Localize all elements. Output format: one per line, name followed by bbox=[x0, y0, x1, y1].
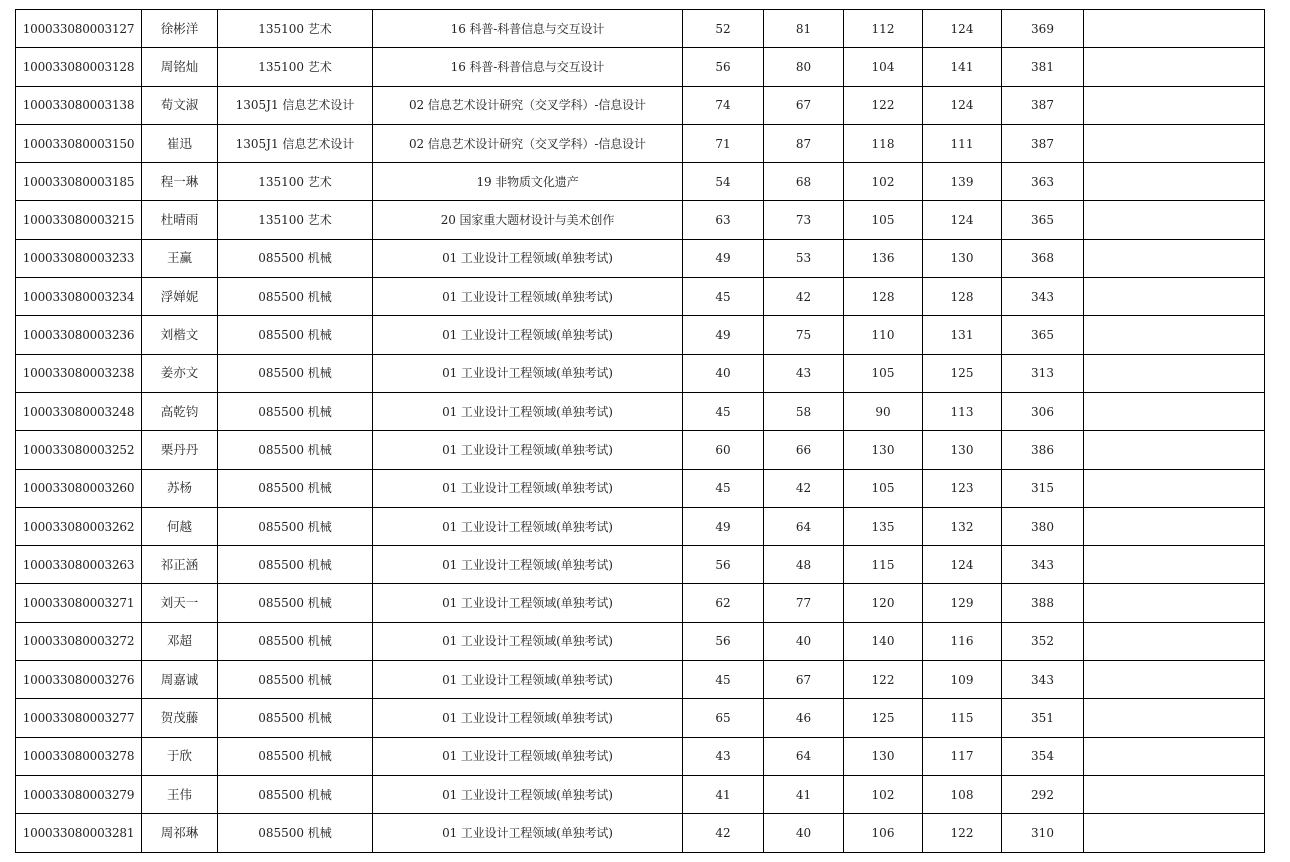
score-4-cell: 113 bbox=[923, 392, 1002, 430]
major-cell: 085500 机械 bbox=[218, 316, 373, 354]
total-score-cell: 369 bbox=[1002, 10, 1084, 48]
candidate-name-cell: 刘楷文 bbox=[142, 316, 218, 354]
score-3-cell: 104 bbox=[844, 48, 923, 86]
table-row bbox=[16, 737, 1265, 775]
research-direction-cell: 01 工业设计工程领域(单独考试) bbox=[373, 814, 683, 852]
table-body bbox=[16, 10, 1265, 853]
major-cell: 085500 机械 bbox=[218, 699, 373, 737]
score-2-cell: 80 bbox=[764, 48, 844, 86]
table-row bbox=[16, 48, 1265, 86]
candidate-id-cell: 100033080003127 bbox=[16, 10, 142, 48]
total-score-cell: 365 bbox=[1002, 201, 1084, 239]
research-direction-cell: 20 国家重大题材设计与美术创作 bbox=[373, 201, 683, 239]
table-row bbox=[16, 814, 1265, 852]
candidate-name-cell: 周祁琳 bbox=[142, 814, 218, 852]
table-row bbox=[16, 10, 1265, 48]
candidate-name-cell: 王赢 bbox=[142, 239, 218, 277]
candidate-id-cell: 100033080003233 bbox=[16, 239, 142, 277]
candidate-name-cell: 栗丹丹 bbox=[142, 431, 218, 469]
major-cell: 085500 机械 bbox=[218, 392, 373, 430]
candidate-name-cell: 何越 bbox=[142, 507, 218, 545]
score-3-cell: 112 bbox=[844, 10, 923, 48]
score-1-cell: 41 bbox=[683, 775, 764, 813]
candidate-id-cell: 100033080003260 bbox=[16, 469, 142, 507]
table-row bbox=[16, 124, 1265, 162]
score-4-cell: 123 bbox=[923, 469, 1002, 507]
remark-cell bbox=[1084, 737, 1265, 775]
total-score-cell: 352 bbox=[1002, 622, 1084, 660]
score-4-cell: 124 bbox=[923, 10, 1002, 48]
remark-cell bbox=[1084, 661, 1265, 699]
score-3-cell: 136 bbox=[844, 239, 923, 277]
candidate-id-cell: 100033080003252 bbox=[16, 431, 142, 469]
remark-cell bbox=[1084, 201, 1265, 239]
score-3-cell: 130 bbox=[844, 431, 923, 469]
research-direction-cell: 01 工业设计工程领域(单独考试) bbox=[373, 737, 683, 775]
candidate-name-cell: 徐彬洋 bbox=[142, 10, 218, 48]
score-3-cell: 128 bbox=[844, 278, 923, 316]
score-4-cell: 132 bbox=[923, 507, 1002, 545]
table-row bbox=[16, 584, 1265, 622]
major-cell: 1305J1 信息艺术设计 bbox=[218, 124, 373, 162]
candidate-name-cell: 崔迅 bbox=[142, 124, 218, 162]
score-2-cell: 66 bbox=[764, 431, 844, 469]
candidate-id-cell: 100033080003272 bbox=[16, 622, 142, 660]
total-score-cell: 313 bbox=[1002, 354, 1084, 392]
major-cell: 085500 机械 bbox=[218, 622, 373, 660]
candidate-id-cell: 100033080003271 bbox=[16, 584, 142, 622]
major-cell: 135100 艺术 bbox=[218, 163, 373, 201]
total-score-cell: 343 bbox=[1002, 661, 1084, 699]
score-2-cell: 53 bbox=[764, 239, 844, 277]
candidate-name-cell: 程一琳 bbox=[142, 163, 218, 201]
remark-cell bbox=[1084, 622, 1265, 660]
major-cell: 085500 机械 bbox=[218, 431, 373, 469]
remark-cell bbox=[1084, 392, 1265, 430]
score-2-cell: 40 bbox=[764, 814, 844, 852]
candidate-id-cell: 100033080003128 bbox=[16, 48, 142, 86]
research-direction-cell: 16 科普-科普信息与交互设计 bbox=[373, 48, 683, 86]
score-4-cell: 124 bbox=[923, 86, 1002, 124]
remark-cell bbox=[1084, 48, 1265, 86]
score-4-cell: 111 bbox=[923, 124, 1002, 162]
score-4-cell: 139 bbox=[923, 163, 1002, 201]
score-3-cell: 122 bbox=[844, 661, 923, 699]
score-3-cell: 105 bbox=[844, 354, 923, 392]
score-3-cell: 118 bbox=[844, 124, 923, 162]
candidate-name-cell: 高乾钧 bbox=[142, 392, 218, 430]
research-direction-cell: 01 工业设计工程领域(单独考试) bbox=[373, 661, 683, 699]
research-direction-cell: 01 工业设计工程领域(单独考试) bbox=[373, 469, 683, 507]
score-1-cell: 56 bbox=[683, 48, 764, 86]
total-score-cell: 386 bbox=[1002, 431, 1084, 469]
total-score-cell: 388 bbox=[1002, 584, 1084, 622]
research-direction-cell: 01 工业设计工程领域(单独考试) bbox=[373, 546, 683, 584]
remark-cell bbox=[1084, 814, 1265, 852]
candidate-id-cell: 100033080003277 bbox=[16, 699, 142, 737]
score-2-cell: 58 bbox=[764, 392, 844, 430]
major-cell: 085500 机械 bbox=[218, 737, 373, 775]
remark-cell bbox=[1084, 278, 1265, 316]
table-row bbox=[16, 469, 1265, 507]
score-3-cell: 140 bbox=[844, 622, 923, 660]
score-3-cell: 105 bbox=[844, 201, 923, 239]
research-direction-cell: 01 工业设计工程领域(单独考试) bbox=[373, 507, 683, 545]
candidate-name-cell: 刘天一 bbox=[142, 584, 218, 622]
score-1-cell: 56 bbox=[683, 622, 764, 660]
score-1-cell: 49 bbox=[683, 507, 764, 545]
table-row bbox=[16, 392, 1265, 430]
remark-cell bbox=[1084, 163, 1265, 201]
major-cell: 085500 机械 bbox=[218, 469, 373, 507]
table-row bbox=[16, 431, 1265, 469]
research-direction-cell: 16 科普-科普信息与交互设计 bbox=[373, 10, 683, 48]
score-1-cell: 52 bbox=[683, 10, 764, 48]
score-2-cell: 81 bbox=[764, 10, 844, 48]
score-1-cell: 40 bbox=[683, 354, 764, 392]
score-2-cell: 46 bbox=[764, 699, 844, 737]
score-4-cell: 129 bbox=[923, 584, 1002, 622]
research-direction-cell: 02 信息艺术设计研究（交叉学科）-信息设计 bbox=[373, 86, 683, 124]
score-4-cell: 108 bbox=[923, 775, 1002, 813]
total-score-cell: 363 bbox=[1002, 163, 1084, 201]
score-3-cell: 105 bbox=[844, 469, 923, 507]
total-score-cell: 292 bbox=[1002, 775, 1084, 813]
score-3-cell: 122 bbox=[844, 86, 923, 124]
table-row bbox=[16, 86, 1265, 124]
score-2-cell: 77 bbox=[764, 584, 844, 622]
candidate-id-cell: 100033080003215 bbox=[16, 201, 142, 239]
score-4-cell: 125 bbox=[923, 354, 1002, 392]
candidate-name-cell: 周铭灿 bbox=[142, 48, 218, 86]
candidate-id-cell: 100033080003234 bbox=[16, 278, 142, 316]
research-direction-cell: 01 工业设计工程领域(单独考试) bbox=[373, 316, 683, 354]
candidate-id-cell: 100033080003262 bbox=[16, 507, 142, 545]
score-4-cell: 130 bbox=[923, 239, 1002, 277]
candidate-name-cell: 王伟 bbox=[142, 775, 218, 813]
score-4-cell: 117 bbox=[923, 737, 1002, 775]
candidate-id-cell: 100033080003138 bbox=[16, 86, 142, 124]
research-direction-cell: 02 信息艺术设计研究（交叉学科）-信息设计 bbox=[373, 124, 683, 162]
score-4-cell: 130 bbox=[923, 431, 1002, 469]
remark-cell bbox=[1084, 546, 1265, 584]
score-3-cell: 106 bbox=[844, 814, 923, 852]
score-2-cell: 68 bbox=[764, 163, 844, 201]
remark-cell bbox=[1084, 316, 1265, 354]
major-cell: 085500 机械 bbox=[218, 661, 373, 699]
candidate-name-cell: 荀文淑 bbox=[142, 86, 218, 124]
score-3-cell: 115 bbox=[844, 546, 923, 584]
table-row bbox=[16, 699, 1265, 737]
score-1-cell: 42 bbox=[683, 814, 764, 852]
remark-cell bbox=[1084, 239, 1265, 277]
total-score-cell: 351 bbox=[1002, 699, 1084, 737]
remark-cell bbox=[1084, 775, 1265, 813]
candidate-name-cell: 贺茂藤 bbox=[142, 699, 218, 737]
candidate-id-cell: 100033080003263 bbox=[16, 546, 142, 584]
total-score-cell: 381 bbox=[1002, 48, 1084, 86]
major-cell: 085500 机械 bbox=[218, 546, 373, 584]
score-3-cell: 102 bbox=[844, 163, 923, 201]
score-1-cell: 45 bbox=[683, 278, 764, 316]
candidate-id-cell: 100033080003276 bbox=[16, 661, 142, 699]
candidate-name-cell: 周嘉诚 bbox=[142, 661, 218, 699]
table-row bbox=[16, 661, 1265, 699]
table-row bbox=[16, 316, 1265, 354]
score-4-cell: 116 bbox=[923, 622, 1002, 660]
score-table bbox=[15, 9, 1265, 853]
candidate-id-cell: 100033080003238 bbox=[16, 354, 142, 392]
total-score-cell: 343 bbox=[1002, 546, 1084, 584]
total-score-cell: 343 bbox=[1002, 278, 1084, 316]
score-3-cell: 120 bbox=[844, 584, 923, 622]
score-1-cell: 74 bbox=[683, 86, 764, 124]
score-2-cell: 67 bbox=[764, 86, 844, 124]
score-4-cell: 141 bbox=[923, 48, 1002, 86]
remark-cell bbox=[1084, 354, 1265, 392]
major-cell: 085500 机械 bbox=[218, 239, 373, 277]
candidate-id-cell: 100033080003248 bbox=[16, 392, 142, 430]
remark-cell bbox=[1084, 10, 1265, 48]
score-3-cell: 135 bbox=[844, 507, 923, 545]
research-direction-cell: 01 工业设计工程领域(单独考试) bbox=[373, 239, 683, 277]
table-row bbox=[16, 201, 1265, 239]
total-score-cell: 315 bbox=[1002, 469, 1084, 507]
score-1-cell: 56 bbox=[683, 546, 764, 584]
score-2-cell: 75 bbox=[764, 316, 844, 354]
remark-cell bbox=[1084, 507, 1265, 545]
major-cell: 085500 机械 bbox=[218, 278, 373, 316]
score-1-cell: 43 bbox=[683, 737, 764, 775]
score-2-cell: 48 bbox=[764, 546, 844, 584]
remark-cell bbox=[1084, 584, 1265, 622]
candidate-name-cell: 浮婵妮 bbox=[142, 278, 218, 316]
major-cell: 085500 机械 bbox=[218, 775, 373, 813]
score-1-cell: 65 bbox=[683, 699, 764, 737]
candidate-name-cell: 邓超 bbox=[142, 622, 218, 660]
research-direction-cell: 01 工业设计工程领域(单独考试) bbox=[373, 775, 683, 813]
score-4-cell: 128 bbox=[923, 278, 1002, 316]
research-direction-cell: 01 工业设计工程领域(单独考试) bbox=[373, 622, 683, 660]
remark-cell bbox=[1084, 86, 1265, 124]
score-1-cell: 49 bbox=[683, 316, 764, 354]
research-direction-cell: 01 工业设计工程领域(单独考试) bbox=[373, 354, 683, 392]
candidate-id-cell: 100033080003236 bbox=[16, 316, 142, 354]
research-direction-cell: 01 工业设计工程领域(单独考试) bbox=[373, 431, 683, 469]
research-direction-cell: 01 工业设计工程领域(单独考试) bbox=[373, 392, 683, 430]
table-row bbox=[16, 163, 1265, 201]
candidate-id-cell: 100033080003279 bbox=[16, 775, 142, 813]
research-direction-cell: 01 工业设计工程领域(单独考试) bbox=[373, 584, 683, 622]
score-4-cell: 124 bbox=[923, 201, 1002, 239]
score-4-cell: 109 bbox=[923, 661, 1002, 699]
score-4-cell: 122 bbox=[923, 814, 1002, 852]
major-cell: 085500 机械 bbox=[218, 584, 373, 622]
table-row bbox=[16, 278, 1265, 316]
major-cell: 135100 艺术 bbox=[218, 201, 373, 239]
score-2-cell: 64 bbox=[764, 737, 844, 775]
score-1-cell: 54 bbox=[683, 163, 764, 201]
score-1-cell: 45 bbox=[683, 661, 764, 699]
major-cell: 135100 艺术 bbox=[218, 48, 373, 86]
score-2-cell: 87 bbox=[764, 124, 844, 162]
score-3-cell: 130 bbox=[844, 737, 923, 775]
score-2-cell: 42 bbox=[764, 278, 844, 316]
remark-cell bbox=[1084, 431, 1265, 469]
score-1-cell: 60 bbox=[683, 431, 764, 469]
score-4-cell: 131 bbox=[923, 316, 1002, 354]
major-cell: 085500 机械 bbox=[218, 354, 373, 392]
total-score-cell: 387 bbox=[1002, 124, 1084, 162]
total-score-cell: 354 bbox=[1002, 737, 1084, 775]
score-2-cell: 73 bbox=[764, 201, 844, 239]
research-direction-cell: 01 工业设计工程领域(单独考试) bbox=[373, 699, 683, 737]
table-row bbox=[16, 239, 1265, 277]
table-row bbox=[16, 546, 1265, 584]
score-3-cell: 90 bbox=[844, 392, 923, 430]
candidate-id-cell: 100033080003150 bbox=[16, 124, 142, 162]
table-row bbox=[16, 507, 1265, 545]
score-1-cell: 63 bbox=[683, 201, 764, 239]
score-3-cell: 102 bbox=[844, 775, 923, 813]
total-score-cell: 310 bbox=[1002, 814, 1084, 852]
score-1-cell: 71 bbox=[683, 124, 764, 162]
remark-cell bbox=[1084, 124, 1265, 162]
remark-cell bbox=[1084, 699, 1265, 737]
total-score-cell: 365 bbox=[1002, 316, 1084, 354]
score-2-cell: 64 bbox=[764, 507, 844, 545]
major-cell: 085500 机械 bbox=[218, 507, 373, 545]
score-4-cell: 124 bbox=[923, 546, 1002, 584]
score-2-cell: 67 bbox=[764, 661, 844, 699]
score-1-cell: 45 bbox=[683, 469, 764, 507]
score-3-cell: 125 bbox=[844, 699, 923, 737]
score-2-cell: 43 bbox=[764, 354, 844, 392]
score-1-cell: 62 bbox=[683, 584, 764, 622]
candidate-id-cell: 100033080003278 bbox=[16, 737, 142, 775]
score-3-cell: 110 bbox=[844, 316, 923, 354]
table-row bbox=[16, 622, 1265, 660]
research-direction-cell: 01 工业设计工程领域(单独考试) bbox=[373, 278, 683, 316]
score-1-cell: 45 bbox=[683, 392, 764, 430]
total-score-cell: 387 bbox=[1002, 86, 1084, 124]
candidate-name-cell: 苏杨 bbox=[142, 469, 218, 507]
major-cell: 1305J1 信息艺术设计 bbox=[218, 86, 373, 124]
score-4-cell: 115 bbox=[923, 699, 1002, 737]
table-row bbox=[16, 354, 1265, 392]
total-score-cell: 380 bbox=[1002, 507, 1084, 545]
total-score-cell: 306 bbox=[1002, 392, 1084, 430]
total-score-cell: 368 bbox=[1002, 239, 1084, 277]
score-2-cell: 41 bbox=[764, 775, 844, 813]
candidate-name-cell: 于欣 bbox=[142, 737, 218, 775]
research-direction-cell: 19 非物质文化遗产 bbox=[373, 163, 683, 201]
table-row bbox=[16, 775, 1265, 813]
major-cell: 135100 艺术 bbox=[218, 10, 373, 48]
score-2-cell: 42 bbox=[764, 469, 844, 507]
candidate-id-cell: 100033080003281 bbox=[16, 814, 142, 852]
score-1-cell: 49 bbox=[683, 239, 764, 277]
major-cell: 085500 机械 bbox=[218, 814, 373, 852]
score-2-cell: 40 bbox=[764, 622, 844, 660]
candidate-id-cell: 100033080003185 bbox=[16, 163, 142, 201]
remark-cell bbox=[1084, 469, 1265, 507]
candidate-name-cell: 杜晴雨 bbox=[142, 201, 218, 239]
candidate-name-cell: 姜亦文 bbox=[142, 354, 218, 392]
candidate-name-cell: 祁正涵 bbox=[142, 546, 218, 584]
